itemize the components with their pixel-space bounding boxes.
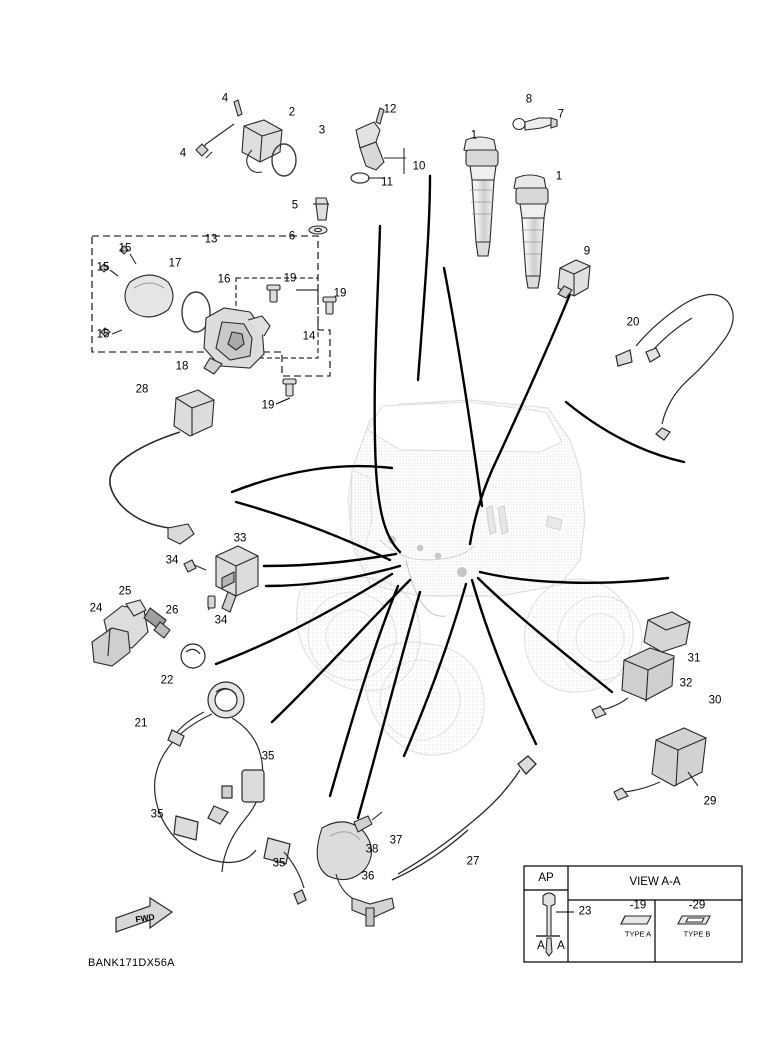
- callout-32: 32: [679, 677, 693, 690]
- legend-type-a-label: TYPE A: [624, 929, 652, 939]
- callout-16: 16: [217, 273, 231, 286]
- callout-3: 3: [318, 124, 326, 137]
- callout-35-a: 35: [261, 750, 275, 763]
- part-5-6: [309, 198, 329, 234]
- callout-4: 4: [221, 92, 229, 105]
- callout-27: 27: [466, 855, 480, 868]
- callout-30: 30: [708, 694, 722, 707]
- callout-26: 26: [165, 604, 179, 617]
- callout-37: 37: [389, 834, 403, 847]
- callout-15-bottom: 15: [96, 328, 110, 341]
- part-19-screws: [267, 285, 336, 404]
- callout-14: 14: [302, 330, 316, 343]
- callout-34-b: 34: [214, 614, 228, 627]
- callout-25: 25: [118, 585, 132, 598]
- callout-12: 12: [383, 103, 397, 116]
- callout-15-mid: 15: [96, 261, 110, 274]
- part-28: [110, 390, 214, 544]
- callout-36: 36: [361, 870, 375, 883]
- legend-type-b-label: TYPE B: [683, 929, 711, 939]
- callout-17: 17: [168, 257, 182, 270]
- callout-33: 33: [233, 532, 247, 545]
- callout-7: 7: [557, 108, 565, 121]
- part-12-10-11: [351, 108, 406, 183]
- callout-15-top: 15: [118, 242, 132, 255]
- legend-ap-label: AP: [538, 872, 554, 884]
- fwd-arrow-label: FWD: [134, 911, 156, 925]
- callout-19-c: 19: [261, 399, 275, 412]
- part-9: [558, 260, 590, 298]
- legend-section-right: A: [557, 940, 565, 952]
- callout-6: 6: [288, 230, 296, 243]
- callout-10: 10: [412, 160, 426, 173]
- callout-21: 21: [134, 717, 148, 730]
- legend-type-a-number: -19: [629, 899, 647, 912]
- callout-34-a: 34: [165, 554, 179, 567]
- callout-2: 2: [288, 106, 296, 119]
- callout-1-left: 1: [470, 129, 478, 142]
- part-17-16-18: [100, 246, 270, 374]
- callout-38: 38: [365, 843, 379, 856]
- legend-section-left: A: [537, 940, 545, 952]
- legend-type-b-number: -29: [688, 899, 706, 912]
- callout-11: 11: [381, 176, 393, 189]
- part-code-label: BANK171DX56A: [88, 957, 175, 969]
- callout-13: 13: [204, 233, 218, 246]
- callout-35-c: 35: [272, 857, 286, 870]
- callout-22: 22: [160, 674, 174, 687]
- part-33-34: [184, 546, 258, 612]
- callout-8: 8: [525, 93, 533, 106]
- legend-key-number: 23: [578, 905, 592, 918]
- callout-24: 24: [89, 602, 103, 615]
- callout-4-lower: 4: [179, 147, 187, 160]
- callout-9: 9: [583, 245, 591, 258]
- callout-29: 29: [703, 795, 717, 808]
- callout-31: 31: [687, 652, 701, 665]
- callout-35-b: 35: [150, 808, 164, 821]
- callout-1-right: 1: [555, 170, 563, 183]
- part-27: [389, 756, 536, 880]
- part-24-25-26: [89, 600, 170, 666]
- part-2-3-4: [196, 100, 296, 176]
- callout-5: 5: [291, 199, 299, 212]
- callout-18: 18: [175, 360, 189, 373]
- part-8-7: [513, 118, 557, 130]
- callout-19-b: 19: [333, 287, 347, 300]
- part-36-37-38: [317, 812, 394, 926]
- legend-view-title: VIEW A-A: [629, 876, 681, 888]
- callout-19-a: 19: [283, 272, 297, 285]
- callout-28: 28: [135, 383, 149, 396]
- part-ignition-coils: [464, 137, 548, 288]
- callout-20: 20: [626, 316, 640, 329]
